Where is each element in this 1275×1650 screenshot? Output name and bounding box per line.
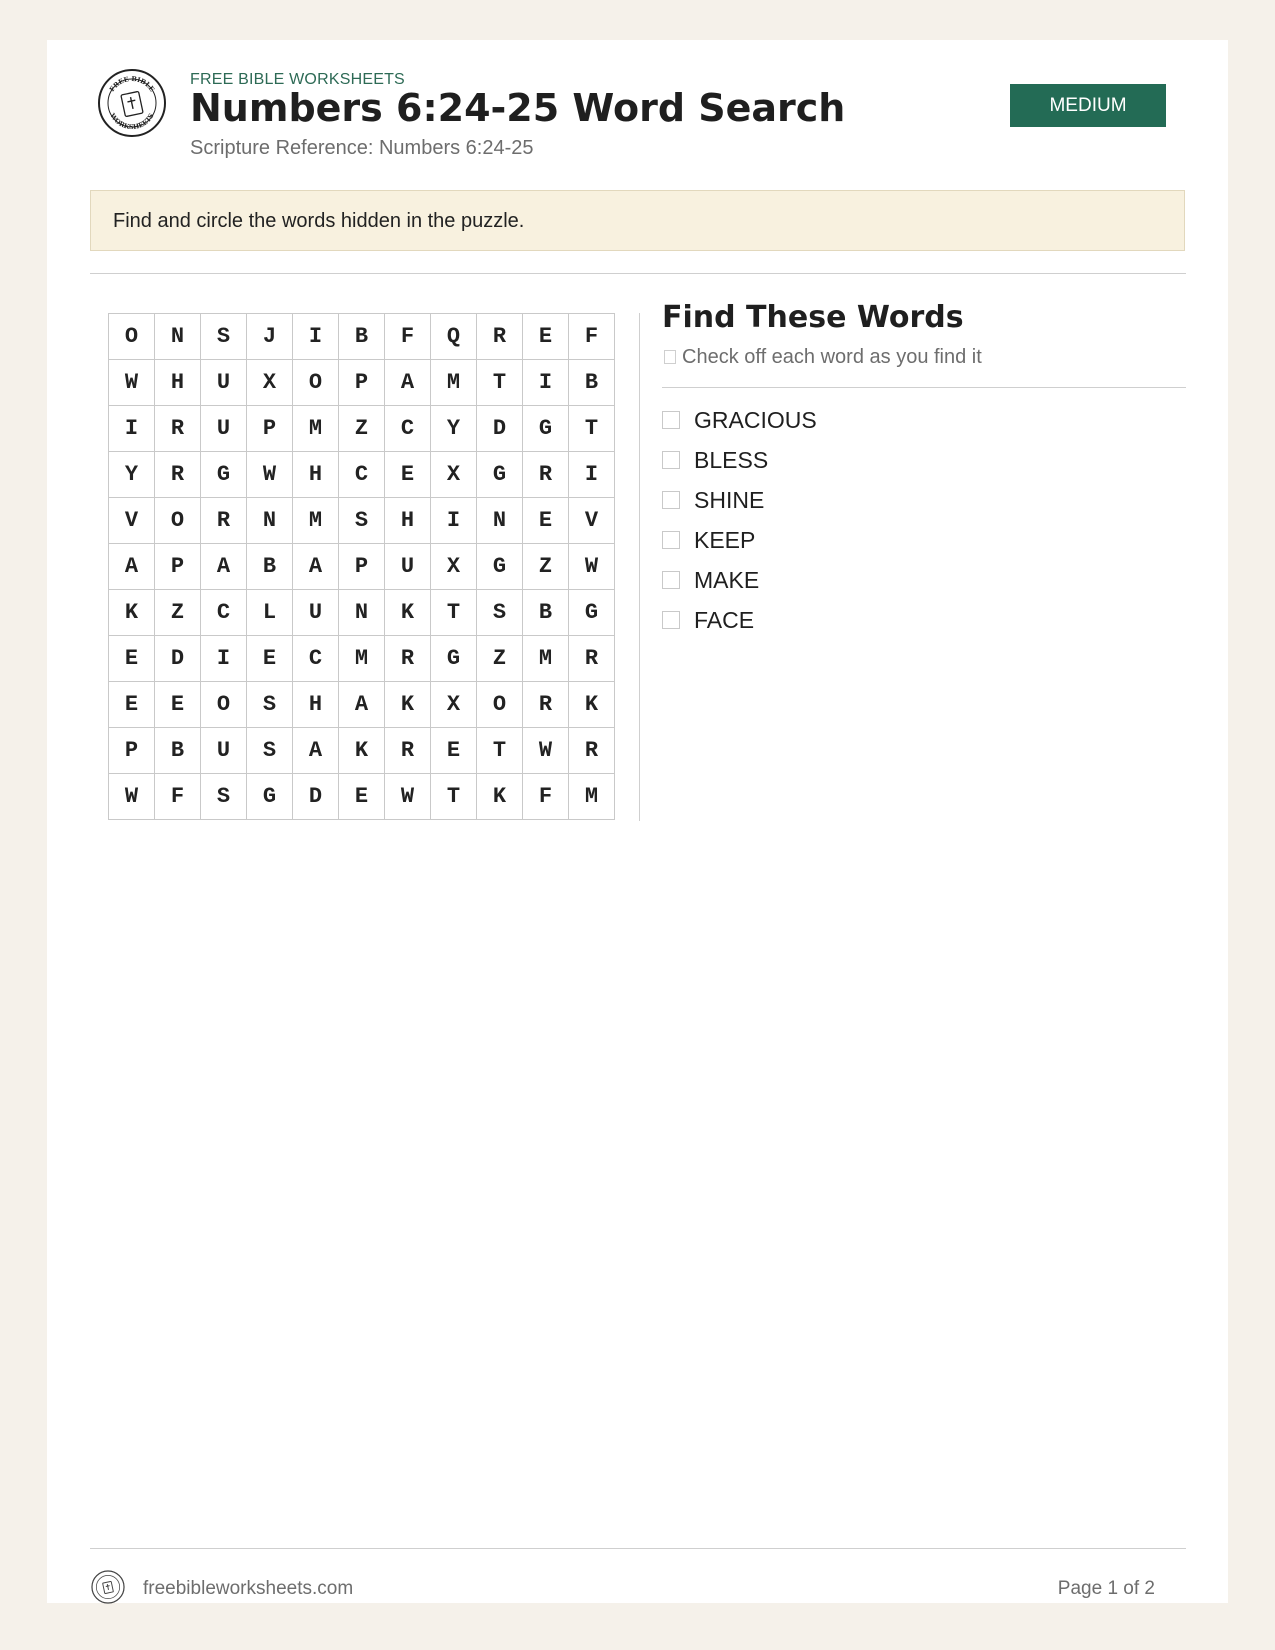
grid-cell[interactable]: K (569, 682, 615, 728)
word-list (662, 400, 817, 640)
page-number: Page 1 of 2 (1057, 1578, 1155, 1599)
grid-cell[interactable]: H (293, 452, 339, 498)
grid-cell[interactable]: S (201, 314, 247, 360)
grid-cell[interactable]: Z (523, 544, 569, 590)
svg-text:WORKSHEETS: WORKSHEETS (108, 111, 156, 132)
grid-cell[interactable]: R (155, 452, 201, 498)
grid-cell[interactable]: P (339, 544, 385, 590)
grid-cell[interactable]: D (293, 774, 339, 820)
grid-cell[interactable]: R (477, 314, 523, 360)
grid-cell[interactable]: I (431, 498, 477, 544)
grid-cell[interactable]: U (201, 406, 247, 452)
grid-cell[interactable]: K (109, 590, 155, 636)
grid-cell[interactable]: E (431, 728, 477, 774)
grid-cell[interactable]: P (109, 728, 155, 774)
word-item-gracious (662, 400, 817, 440)
grid-cell[interactable]: I (293, 314, 339, 360)
grid-cell[interactable]: A (201, 544, 247, 590)
grid-cell[interactable]: O (109, 314, 155, 360)
grid-cell[interactable]: N (155, 314, 201, 360)
grid-row (109, 314, 615, 360)
grid-cell[interactable]: E (109, 682, 155, 728)
grid-cell[interactable]: M (569, 774, 615, 820)
grid-cell[interactable]: I (523, 360, 569, 406)
grid-cell[interactable]: X (431, 452, 477, 498)
word-label: MAKE (694, 566, 760, 593)
grid-cell[interactable]: A (293, 728, 339, 774)
grid-cell[interactable]: H (155, 360, 201, 406)
grid-cell[interactable]: B (339, 314, 385, 360)
grid-cell[interactable]: T (477, 360, 523, 406)
word-label: KEEP (694, 526, 756, 553)
grid-cell[interactable]: N (339, 590, 385, 636)
grid-cell[interactable]: E (523, 314, 569, 360)
grid-cell[interactable]: W (109, 774, 155, 820)
free-bible-worksheets-logo (97, 68, 167, 138)
word-item-make (662, 560, 817, 600)
grid-cell[interactable]: A (293, 544, 339, 590)
grid-cell[interactable]: U (201, 728, 247, 774)
grid-cell[interactable]: O (155, 498, 201, 544)
grid-cell[interactable]: F (155, 774, 201, 820)
grid-cell[interactable]: X (431, 682, 477, 728)
grid-cell[interactable]: R (569, 728, 615, 774)
grid-cell[interactable]: E (109, 636, 155, 682)
grid-cell[interactable]: R (155, 406, 201, 452)
grid-cell[interactable]: T (431, 774, 477, 820)
grid-cell[interactable]: W (247, 452, 293, 498)
scripture-reference: Scripture Reference: Numbers 6:24-25 (190, 137, 534, 159)
word-label: FACE (694, 606, 755, 633)
grid-row (109, 452, 615, 498)
grid-cell[interactable]: M (293, 406, 339, 452)
grid-cell[interactable]: B (523, 590, 569, 636)
grid-cell[interactable]: S (477, 590, 523, 636)
grid-row (109, 544, 615, 590)
grid-cell[interactable]: Y (109, 452, 155, 498)
grid-row (109, 774, 615, 820)
grid-cell[interactable]: K (339, 728, 385, 774)
grid-cell[interactable]: G (431, 636, 477, 682)
footer-website: freebibleworksheets.com (143, 1578, 354, 1599)
grid-cell[interactable]: C (201, 590, 247, 636)
grid-cell[interactable]: S (247, 682, 293, 728)
grid-cell[interactable]: A (385, 360, 431, 406)
grid-cell[interactable]: M (523, 636, 569, 682)
grid-cell[interactable]: J (247, 314, 293, 360)
grid-cell[interactable]: V (109, 498, 155, 544)
word-item-shine (662, 480, 817, 520)
instructions-box: Find and circle the words hidden in the puzzle. (90, 190, 1185, 251)
grid-cell[interactable]: H (385, 498, 431, 544)
grid-cell[interactable]: B (247, 544, 293, 590)
grid-cell[interactable]: M (293, 498, 339, 544)
grid-cell[interactable]: F (569, 314, 615, 360)
grid-cell[interactable]: B (569, 360, 615, 406)
grid-cell[interactable]: U (293, 590, 339, 636)
grid-cell[interactable]: I (569, 452, 615, 498)
grid-cell[interactable]: X (247, 360, 293, 406)
grid-cell[interactable]: Y (431, 406, 477, 452)
grid-row (109, 406, 615, 452)
grid-cell[interactable]: T (477, 728, 523, 774)
grid-cell[interactable]: K (385, 682, 431, 728)
grid-cell[interactable]: X (431, 544, 477, 590)
grid-cell[interactable]: H (293, 682, 339, 728)
grid-cell[interactable]: E (339, 774, 385, 820)
word-label: SHINE (694, 486, 765, 513)
grid-cell[interactable]: O (477, 682, 523, 728)
grid-cell[interactable]: Z (155, 590, 201, 636)
divider (90, 273, 1186, 274)
checkbox-icon (664, 350, 676, 364)
grid-cell[interactable]: R (201, 498, 247, 544)
grid-cell[interactable]: R (523, 682, 569, 728)
grid-cell[interactable]: Q (431, 314, 477, 360)
grid-cell[interactable]: B (155, 728, 201, 774)
grid-cell[interactable]: E (523, 498, 569, 544)
grid-cell[interactable]: E (385, 452, 431, 498)
word-item-face (662, 600, 817, 640)
grid-cell[interactable]: R (385, 728, 431, 774)
grid-cell[interactable]: A (339, 682, 385, 728)
word-list-title: Find These Words (662, 300, 964, 335)
grid-cell[interactable]: C (385, 406, 431, 452)
word-checkbox[interactable] (662, 531, 680, 549)
grid-row (109, 360, 615, 406)
grid-cell[interactable]: N (247, 498, 293, 544)
grid-cell[interactable]: T (431, 590, 477, 636)
grid-cell[interactable]: F (523, 774, 569, 820)
grid-cell[interactable]: U (201, 360, 247, 406)
grid-cell[interactable]: G (477, 544, 523, 590)
grid-cell[interactable]: P (155, 544, 201, 590)
grid-cell[interactable]: V (569, 498, 615, 544)
word-checkbox[interactable] (662, 571, 680, 589)
grid-cell[interactable]: G (569, 590, 615, 636)
grid-cell[interactable]: P (339, 360, 385, 406)
footer-logo (91, 1570, 125, 1604)
grid-cell[interactable]: D (155, 636, 201, 682)
word-search-grid (108, 313, 615, 820)
grid-cell[interactable]: S (247, 728, 293, 774)
grid-cell[interactable]: A (109, 544, 155, 590)
grid-cell[interactable]: I (201, 636, 247, 682)
grid-cell[interactable]: W (109, 360, 155, 406)
grid-cell[interactable]: L (247, 590, 293, 636)
grid-cell[interactable]: G (523, 406, 569, 452)
grid-cell[interactable]: W (523, 728, 569, 774)
grid-cell[interactable]: M (339, 636, 385, 682)
footer-divider (90, 1548, 1186, 1549)
grid-row (109, 636, 615, 682)
grid-cell[interactable]: U (385, 544, 431, 590)
word-list-hint (664, 346, 982, 369)
word-checkbox[interactable] (662, 411, 680, 429)
grid-row (109, 590, 615, 636)
grid-cell[interactable]: O (293, 360, 339, 406)
grid-row (109, 682, 615, 728)
word-checkbox[interactable] (662, 491, 680, 509)
grid-cell[interactable]: P (247, 406, 293, 452)
word-checkbox[interactable] (662, 451, 680, 469)
grid-cell[interactable]: N (477, 498, 523, 544)
page-title: Numbers 6:24-25 Word Search (190, 86, 846, 130)
vertical-divider (639, 313, 640, 821)
word-label: BLESS (694, 446, 769, 473)
word-checkbox[interactable] (662, 611, 680, 629)
grid-cell[interactable]: M (431, 360, 477, 406)
grid-cell[interactable]: G (477, 452, 523, 498)
grid-cell[interactable]: E (155, 682, 201, 728)
grid-row (109, 498, 615, 544)
word-item-keep (662, 520, 817, 560)
grid-cell[interactable]: Z (477, 636, 523, 682)
svg-text:FREE BIBLE: FREE BIBLE (107, 74, 157, 94)
grid-cell[interactable]: I (109, 406, 155, 452)
grid-cell[interactable]: T (569, 406, 615, 452)
grid-row (109, 728, 615, 774)
grid-cell[interactable]: G (247, 774, 293, 820)
word-label: GRACIOUS (694, 406, 817, 433)
grid-cell[interactable]: O (201, 682, 247, 728)
word-item-bless (662, 440, 817, 480)
grid-cell[interactable]: K (385, 590, 431, 636)
grid-cell[interactable]: Z (339, 406, 385, 452)
grid-cell[interactable]: F (385, 314, 431, 360)
grid-cell[interactable]: S (339, 498, 385, 544)
grid-cell[interactable]: R (385, 636, 431, 682)
grid-cell[interactable]: E (247, 636, 293, 682)
grid-cell[interactable]: R (523, 452, 569, 498)
grid-cell[interactable]: W (385, 774, 431, 820)
word-list-hint-text: Check off each word as you find it (682, 346, 982, 368)
grid-cell[interactable]: C (339, 452, 385, 498)
grid-cell[interactable]: K (477, 774, 523, 820)
grid-cell[interactable]: C (293, 636, 339, 682)
site-kicker: FREE BIBLE WORKSHEETS (190, 71, 405, 88)
grid-cell[interactable]: W (569, 544, 615, 590)
grid-cell[interactable]: G (201, 452, 247, 498)
grid-cell[interactable]: S (201, 774, 247, 820)
grid-cell[interactable]: R (569, 636, 615, 682)
grid-cell[interactable]: D (477, 406, 523, 452)
worksheet-page (47, 40, 1228, 1603)
word-list-divider (662, 387, 1186, 388)
difficulty-badge: MEDIUM (1010, 84, 1166, 127)
